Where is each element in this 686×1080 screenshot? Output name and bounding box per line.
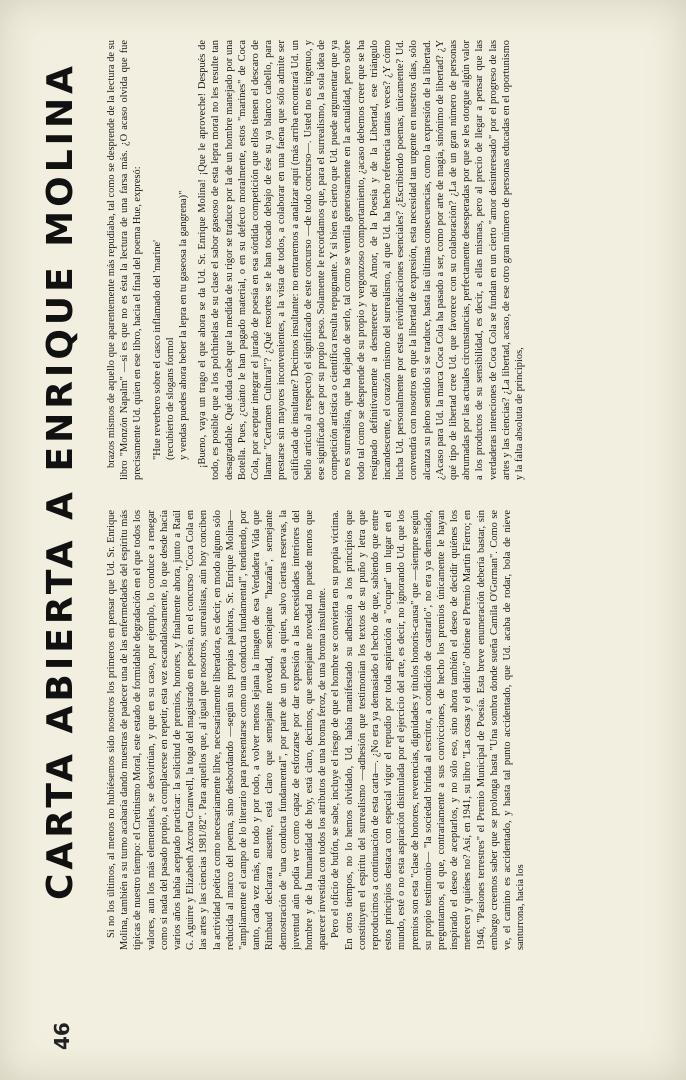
text-column-left [105, 510, 650, 950]
text-column-right [105, 40, 650, 480]
article-title: CARTA ABIERTA A ENRIQUE MOLINA [40, 61, 81, 900]
poem-quote [151, 40, 191, 460]
poem-line: y vendas puedes ahora beber la lepra en tu gaseosa la gangrena)" [178, 190, 190, 460]
paragraph: Pero el oficio de bufón, se sabe, incluye el riesgo de que el hombre se convierta en su propia víctima. En otros tiempos, no lo hemos olvidado, Ud. había manifestado su adhesión a los principios que constituyen el espíritu del surrealismo —adhesión que testimonian los textos de su puño y letra que reproducimos a continuación de esta carta—. ¿No era ya demasiado el hecho de que, sabiendo que entre estos principios destaca con especial vigor el repudio por toda aspiración a "ocupar" un lugar en el mundo, esté o no esta aspiración disimulada por el ejercicio del arte, es decir, no ignorando Ud. que los premios son esta "clase de honores, reverencias, dignidades y títulos honoris-causa" que —siempre según su propio testimonio— "la sociedad brinda al escritor, a condición de castrarlo", no era ya demasiado, preguntamos, el que, contrariamente a sus convicciones, de hecho los premios únicamente le hayan inspirado el deseo de aceptarlos, y no sólo eso, sino ahora también el deseo de decidir quiénes los merecen y quiénes no? Así, en 1941, su libro "Las cosas y el delirio" obtiene el Premio Martín Fierro; en 1946, "Pasiones terrestres" el Premio Municipal de Poesía. Esta breve enumeración debería bastar, sin embargo creemos saber que se prolonga hasta "Una sombra donde sueña Camila O'Gorman". Como se ve, el camino es accidentado, y hasta tal punto accidentado, que Ud. acaba de rodar, bola de nieve santurrona, hacia los [330, 510, 527, 950]
paragraph: ¡Bueno, vaya un trago el que ahora se da Ud. Sr. Enrique Molina! ¡Que le aproveche! Después de todo, es posible que a los polchinelas de su clase el sabor gaseoso de esta lepra moral no les resulte tan desagradable. Qué duda cabe que la medida de su rigor se traduce por la de un hombre manejado por una Botella. Pues, ¿cuánto le han pagado material, o en su defecto moralmente, estos "marines" de Coca Cola, por aceptar integrar el jurado de poesía en esa sórdida competición que ellos tienen el descaro de llamar "Certamen Cultural"? ¿Qué resortes se le han tocado debajo de ése su ya blanco cabello, para prestarse sin mayores inconvenientes, a la vista de todos, a colaborar en una faena que sólo admite ser calificada de insultante? Decimos insultante: no entraremos a analizar aquí (más arriba encontrará Ud. un bello artículo al respecto) el significado de este concurso —de todo concurso—. Usted no es ingenuo, y ese significado cae por su propio peso. Solamente le recordamos que, para el surrealismo, la sola idea de competición artística o científica resulta repugnante. Y si bien es cierto que Ud. puede argumentar que ya no es surrealista, que ha dejado de serlo, tal como se ventila generosamente en la actualidad, pero sobre todo tal como se desprende de su propio y vergonzoso comportamiento, ¿acaso debemos creer que se ha resignado definitivamente a desmerecer del Amor, de la Poesía y de la Libertad, ese triángulo incandescente, el corazón mismo del surrealismo, al que Ud. ha hecho referencia tantas veces? ¿Y cómo lucha Ud. personalmente por estas reivindicaciones esenciales? ¿Escribiendo poemas, únicamente? Ud. convendrá con nosotros en que la libertad de expresión, esta necesidad tan urgente en nuestros días, sólo alcanza su pleno sentido si se traduce, hasta las últimas consecuencias, como la expresión de la libertad. ¿Acaso para Ud. la marca Coca Cola ha pasado a ser, como por arte de magia, sinónimo de libertad? ¿Y qué tipo de libertad cree Ud. que favorece con su colaboración? ¿La de un gran número de personas abrumadas por las actuales circunstancias, perfectamente desesperadas por que se les otorgue algún valor a los productos de su sensibilidad, es decir, a ellas mismas, pero al precio de llegar a pensar que las verdaderas intenciones de Coca Cola se fundan en un cierto "amor desinteresado" por el progreso de las artes y las ciencias? ¿La libertad, acaso, de ese otro gran número de personas educadas en el oportunismo y la falta absoluta de principios, [197, 40, 526, 480]
poem-line: (recubierto de slogans formol [164, 337, 176, 460]
paragraph: brazos mismos de aquello que aparentemente más repudiaba, tal como se desprende de la lectura de su libro "Monzón Napalm" —si es que no es ésta la lectura de una farsa más. ¿O acaso olvida que fue precisamente Ud. quien en ese libro, hacia el final del poema Hue, expresó: [106, 40, 144, 480]
page-number: 46 [50, 1022, 74, 1050]
paragraph: Si no los últimos, al menos no hubiésemos sido nosotros los primeros en pensar que Ud. Sr. Enrique Molina, también a su turno acabaría dando muestras de padecer una de las enfermedades del espíritu más típicas de nuestro tiempo: el Cretinismo Moral, este estado de formidable degradación en el que todos los valores, aun los más elementales, se desvirtúan, y que en su caso, por ejemplo, lo conduce a renegar como si nada del pasado propio, a complacerse en repetir, esta vez escandalosamente, lo que desde hacía varios años había aceptado practicar: la solicitud de premios, honores, y finalmente ahora, junto a Raúl G. Aguirre y Elizabeth Azcona Cranwell, la toga del magistrado en poesía, en el concurso "Coca Cola en las artes y las ciencias 1981/82". Para aquellos que, al igual que nosotros, surrealistas, aún hoy conciben la actividad poética como necesariamente libre, necesariamente liberadora, es decir, en modo alguno sólo reducida al marco del poema, sino desbordando —según sus propias palabras, Sr. Enrique Molina— "ampliamente el campo de lo literario para presentarse como una conducta fundamental", tendiendo, por tanto, cada vez más, en todo y por todo, a volver menos lejana la imagen de esa Verdadera Vida que Rimbaud declarara ausente, está claro que semejante novedad, semejante "hazaña", semejante demostración de "una conducta fundamental", por parte de un poeta a quien, salvo ciertas reservas, la juventud aún podía ver como capaz de esforzarse por dar expresión a las necesidades interiores del hombre y de la humanidad de hoy, está claro, decimos, que semejante novedad no puede menos que aparecer investida con todos los atributos de una broma feroz, de una broma insultante. [106, 510, 329, 950]
poem-line: "Hue reverbero sobre el casco inflamado del 'marine' [151, 239, 163, 460]
